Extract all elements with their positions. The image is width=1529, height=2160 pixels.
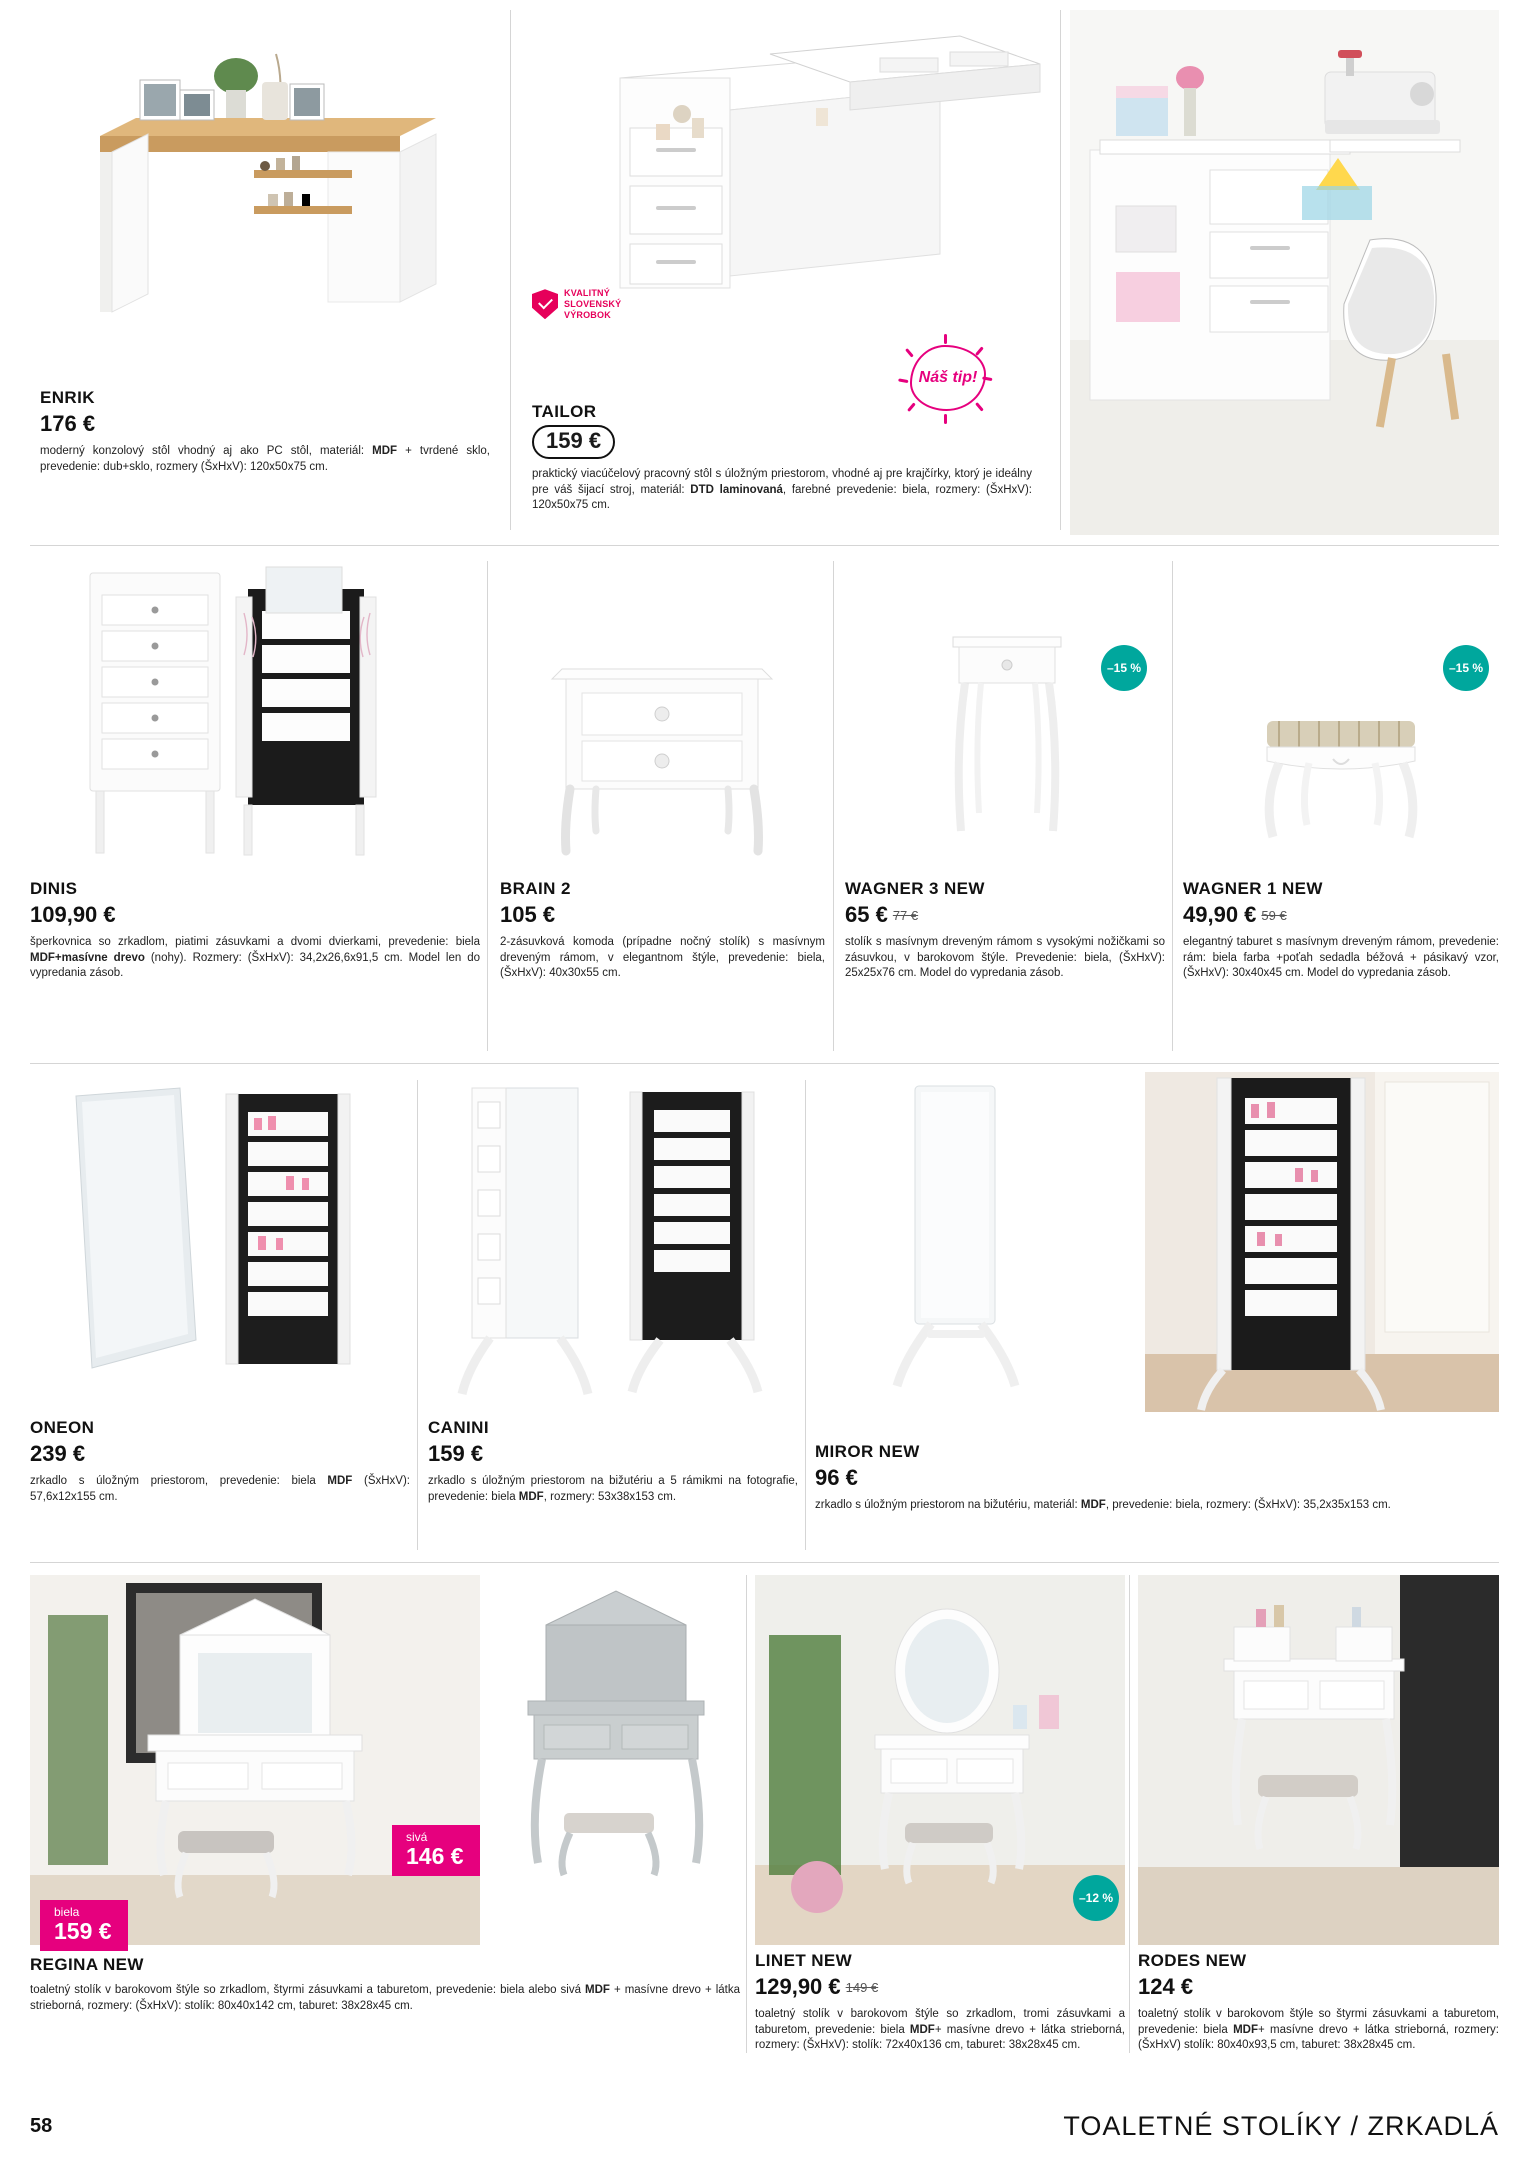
product-name: REGINA NEW (30, 1955, 144, 1974)
product-price: 49,90 € 59 € (1183, 902, 1287, 927)
old-price: 59 € (1261, 908, 1287, 923)
product-price: 129,90 € 149 € (755, 1974, 879, 1999)
product-card-reginanew[interactable] (30, 1575, 740, 2014)
page-number: 58 (30, 2115, 53, 2137)
page-footer (0, 2070, 1529, 2160)
product-name: ONEON (30, 1418, 95, 1437)
price-tag-biela: biela 159 € (40, 1900, 128, 1951)
product-description: elegantný taburet s masívnym dreveným rámom, prevedenie: rám: biela farba +poťah sedadla béžová + pásikavý vzor, (ŠxHxV): 30x40x45 cm. Model do vypredania zásob. (1183, 936, 1499, 980)
product-row-2 (0, 553, 1529, 1063)
dinis-illustration (30, 553, 480, 873)
old-price: 77 € (892, 908, 919, 923)
product-price: 239 € (30, 1441, 86, 1466)
product-description: toaletný stolík v barokovom štýle so štyrmi zásuvkami a taburetom, prevedenie: biela MDF+ masívne drevo + látka strieborná, rozmery: (ŠxHxV) stolík: 80x40x93,5 cm, taburet: 38x28x45 cm. (1138, 2008, 1499, 2052)
product-price: 109,90 € (30, 902, 116, 927)
product-description: zrkadlo s úložným priestorom na bižutériu a 5 rámikmi na fotografie, prevedenie: biela MDF, rozmery: 53x38x153 cm. (428, 1475, 798, 1503)
shield-icon (532, 289, 558, 319)
product-description: šperkovnica so zrkadlom, piatimi zásuvkami a dvomi dvierkami, prevedenie: biela MDF+masívne drevo (nohy). Rozmery: (ŠxHxV): 34,2x26,6x91,5 cm. Model len do vypredania zásob. (30, 936, 480, 980)
product-description: stolík s masívnym dreveným rámom s vysokými nožičkami so zásuvkou, v barokovom štýle. Prevedenie: biela, (ŠxHxV): 25x25x76 cm. Model do vypredania zásob. (845, 936, 1165, 980)
product-card-dinis[interactable] (30, 553, 480, 982)
canini-illustration (428, 1072, 798, 1412)
discount-badge: –15 % (1443, 645, 1489, 691)
product-name: TAILOR (532, 402, 597, 421)
product-card-oneon[interactable] (30, 1072, 410, 1505)
product-description: toaletný stolík v barokovom štýle so zrkadlom, tromi zásuvkami a taburetom, prevedenie: biela MDF+ masívne drevo + látka strieborná, rozmery: (ŠxHxV): stolík: 72x40x136 cm, taburet: 38x28x45 cm. (755, 2008, 1125, 2052)
product-price: 65 € 77 € (845, 902, 919, 927)
column-divider (805, 1080, 806, 1550)
product-image-reginanew (30, 1575, 740, 1945)
product-image-wagner1new (1183, 553, 1499, 873)
product-image-dinis (30, 553, 480, 873)
product-image-canini (428, 1072, 798, 1412)
lifestyle-photo-miror (1145, 1072, 1499, 1412)
column-divider (833, 561, 834, 1051)
miror-lifestyle-illustration (1145, 1072, 1499, 1412)
product-card-wagner1new[interactable] (1183, 553, 1499, 982)
product-name: WAGNER 3 NEW (845, 879, 985, 898)
product-price: 105 € (500, 902, 556, 927)
product-name: RODES NEW (1138, 1951, 1247, 1970)
wagner1-illustration (1183, 553, 1499, 873)
product-row-4 (0, 1575, 1529, 2075)
discount-badge: –15 % (1101, 645, 1147, 691)
quality-badge-text: KVALITNÝ SLOVENSKÝ VÝROBOK (564, 288, 622, 320)
row-divider (30, 545, 1499, 546)
column-divider (417, 1080, 418, 1550)
product-image-brain2 (500, 553, 825, 873)
miror-illustration (815, 1072, 1161, 1412)
product-card-mirornew[interactable] (815, 1072, 1391, 1514)
product-price: 176 € (40, 411, 96, 436)
price-tag-siva: sivá 146 € (392, 1825, 480, 1876)
column-divider (1129, 1575, 1130, 2053)
product-name: DINIS (30, 879, 78, 898)
product-card-rodesnew[interactable] (1138, 1575, 1499, 2054)
row-divider (30, 1063, 1499, 1064)
product-description: praktický viacúčelový pracovný stôl s úložným priestorom, vhodné aj pre krajčírky, ktorý je ideálny pre váš šijací stroj, materiál: DTD laminovaná, farebné prevedenie: biela, rozmery: (ŠxHxV): 120x50x75 cm. (532, 468, 1032, 512)
old-price: 149 € (845, 1980, 879, 1995)
product-image-rodesnew (1138, 1575, 1499, 1945)
column-divider (1172, 561, 1173, 1051)
product-card-canini[interactable] (428, 1072, 798, 1505)
product-name: LINET NEW (755, 1951, 853, 1970)
product-price: 96 € (815, 1465, 858, 1490)
column-divider (1060, 10, 1061, 530)
product-price: 159 € (428, 1441, 484, 1466)
sewing-desk-illustration (1070, 10, 1499, 535)
column-divider (746, 1575, 747, 2053)
product-row-3 (0, 1072, 1529, 1562)
column-divider (487, 561, 488, 1051)
nas-tip-text: Náš tip! (910, 345, 986, 411)
product-description: 2-zásuvková komoda (prípadne nočný stolík) s masívnym dreveným rámom, v elegantnom štýle, prevedenie: biela, (ŠxHxV): 40x30x55 cm. (500, 936, 825, 980)
product-description: zrkadlo s úložným priestorom na bižutériu, materiál: MDF, prevedenie: biela, rozmery: (ŠxHxV): 35,2x35x153 cm. (815, 1499, 1391, 1511)
product-image-mirornew (815, 1072, 1161, 1412)
product-image-linetnew (755, 1575, 1125, 1945)
regina-illustration (30, 1575, 740, 1945)
enrik-illustration (40, 18, 500, 378)
product-description: zrkadlo s úložným priestorom, prevedenie: biela MDF (ŠxHxV): 57,6x12x155 cm. (30, 1475, 410, 1503)
product-description: moderný konzolový stôl vhodný aj ako PC stôl, materiál: MDF + tvrdené sklo, prevedenie: dub+sklo, rozmery (ŠxHxV): 120x50x75 cm. (40, 445, 490, 473)
product-card-enrik[interactable] (30, 0, 510, 545)
wagner3-illustration (845, 553, 1165, 873)
row-divider (30, 1562, 1499, 1563)
rodes-illustration (1138, 1575, 1499, 1945)
product-row-1 (0, 0, 1529, 545)
nas-tip-badge (900, 332, 996, 424)
product-price: 124 € (1138, 1974, 1194, 1999)
product-description: toaletný stolík v barokovom štýle so zrkadlom, štyrmi zásuvkami a taburetom, prevedenie: biela alebo sivá MDF + masívne drevo + látka strieborná, rozmery: (ŠxHxV): stolík: 80x40x142 cm, taburet: 38x28x45 cm. (30, 1984, 741, 2012)
product-card-wagner3new[interactable] (845, 553, 1165, 982)
product-name: ENRIK (40, 388, 95, 407)
product-image-oneon (30, 1072, 410, 1412)
linet-illustration (755, 1575, 1125, 1945)
footer-section-title: TOALETNÉ STOLÍKY / ZRKADLÁ (1063, 2111, 1499, 2141)
column-divider (510, 10, 511, 530)
product-name: MIROR NEW (815, 1442, 920, 1461)
product-image-enrik (40, 18, 500, 378)
product-name: BRAIN 2 (500, 879, 571, 898)
product-card-linetnew[interactable] (755, 1575, 1125, 2054)
product-name: WAGNER 1 NEW (1183, 879, 1323, 898)
product-price: 159 € (532, 425, 615, 459)
product-card-brain2[interactable] (500, 553, 825, 982)
brain2-illustration (500, 553, 825, 873)
product-name: CANINI (428, 1418, 489, 1437)
quality-badge (532, 288, 621, 320)
lifestyle-photo-sewing-desk (1070, 10, 1499, 535)
product-image-wagner3new (845, 553, 1165, 873)
product-card-tailor[interactable] (520, 0, 1060, 545)
discount-badge: –12 % (1073, 1875, 1119, 1921)
oneon-illustration (30, 1072, 410, 1412)
